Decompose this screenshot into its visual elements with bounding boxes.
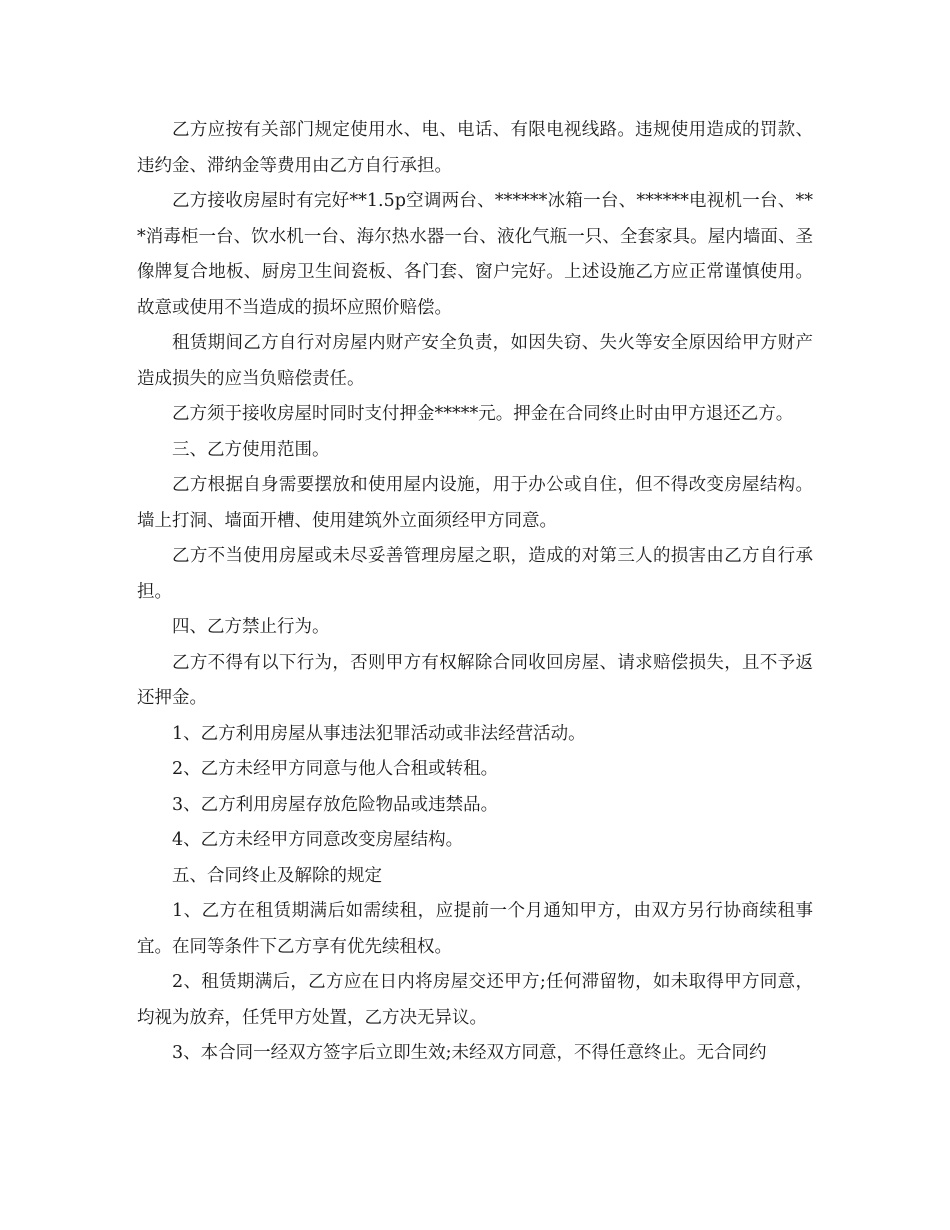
paragraph-usage-scope: 乙方根据自身需要摆放和使用屋内设施，用于办公或自住，但不得改变房屋结构。墙上打洞、墙面开槽、使用建筑外立面须经甲方同意。 (137, 475, 813, 531)
section-heading-termination: 五、合同终止及解除的规定 (172, 865, 382, 886)
paragraph-prohibited-intro: 乙方不得有以下行为，否则甲方有权解除合同收回房屋、请求赔偿损失，且不予返还押金。 (137, 652, 813, 708)
section-heading-prohibited-acts: 四、乙方禁止行为。 (172, 617, 330, 637)
paragraph-utilities: 乙方应按有关部门规定使用水、电、电话、有限电视线路。违规使用造成的罚款、违约金、滞纳金等费用由乙方自行承担。 (137, 120, 813, 176)
list-item-termination-2: 2、租赁期满后，乙方应在日内将房屋交还甲方;任何滞留物，如未取得甲方同意，均视为放弃，任凭甲方处置，乙方决无异议。 (137, 972, 813, 1028)
list-item-prohibited-2: 2、乙方未经甲方同意与他人合租或转租。 (172, 759, 499, 779)
list-item-termination-1: 1、乙方在租赁期满后如需续租，应提前一个月通知甲方，由双方另行协商续租事宜。在同等条件下乙方享有优先续租权。 (137, 901, 813, 957)
document-body (137, 113, 813, 1072)
list-item-prohibited-1: 1、乙方利用房屋从事违法犯罪活动或非法经营活动。 (172, 723, 586, 744)
list-item-termination-3: 3、本合同一经双方签字后立即生效;未经双方同意，不得任意终止。无合同约 (172, 1043, 767, 1063)
list-item-prohibited-3: 3、乙方利用房屋存放危险物品或违禁品。 (172, 794, 499, 815)
paragraph-furnishings: 乙方接收房屋时有完好**1.5p空调两台、******冰箱一台、******电视机一台、***消毒柜一台、饮水机一台、海尔热水器一台、液化气瓶一只、全套家具。屋内墙面、圣像牌复合地板、厨房卫生间瓷板、各门套、窗户完好。上述设施乙方应正常谨慎使用。故意或使用不当造成的损坏应照价赔偿。 (137, 191, 813, 318)
paragraph-third-party-liability: 乙方不当使用房屋或未尽妥善管理房屋之职，造成的对第三人的损害由乙方自行承担。 (137, 546, 813, 602)
section-heading-usage-scope: 三、乙方使用范围。 (172, 439, 330, 460)
paragraph-property-safety: 租赁期间乙方自行对房屋内财产安全负责，如因失窃、失火等安全原因给甲方财产造成损失的应当负赔偿责任。 (137, 333, 813, 389)
paragraph-deposit: 乙方须于接收房屋时同时支付押金*****元。押金在合同终止时由甲方退还乙方。 (172, 404, 794, 424)
list-item-prohibited-4: 4、乙方未经甲方同意改变房屋结构。 (172, 830, 464, 850)
